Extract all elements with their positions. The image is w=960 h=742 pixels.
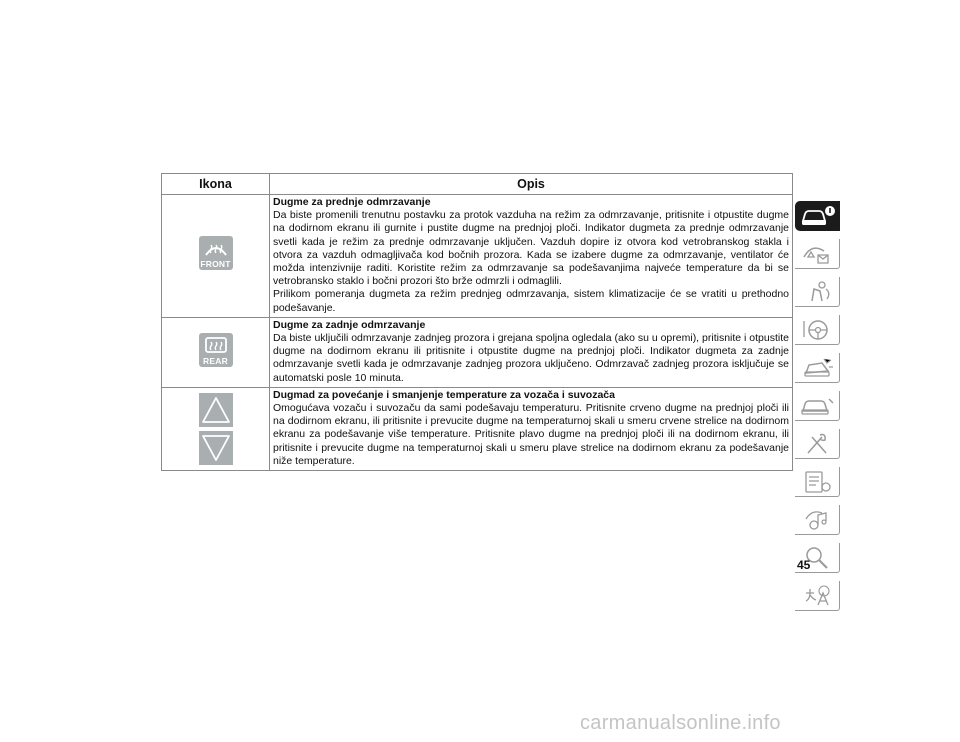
tab-car-service[interactable] (795, 391, 840, 421)
dashboard-warning-icon (800, 241, 836, 267)
multilingual-icon (800, 583, 836, 609)
temperature-down-icon (199, 431, 233, 465)
description-cell (270, 195, 793, 318)
front-label: FRONT (200, 259, 231, 270)
wrench-screwdriver-icon (800, 431, 836, 457)
tab-tools[interactable] (795, 429, 840, 459)
icon-cell (162, 195, 270, 318)
temperature-up-icon (199, 393, 233, 427)
media-music-icon (800, 507, 836, 533)
row-paragraph: Da biste uključili odmrzavanje zadnjeg prozora i grejana spoljna ogledala (ako su u opremi), pritisnite i otpustite dugme na dodirnom ekranu ili pritisnite i otpustite dugme na prednjoj ploči. Indikator dugmeta za zadnje odmrzavanje svetli kada je odmrzavanje zadnjeg prozora uključeno. Odmrzavač zadnjeg prozora isključuje se automatski posle 10 minuta. (273, 332, 789, 384)
seat-airbag-icon (800, 279, 836, 305)
front-defrost-icon (199, 236, 233, 270)
steering-wheel-icon (800, 317, 836, 343)
rear-defrost-icon (199, 333, 233, 367)
car-service-icon (800, 393, 836, 419)
row-title: Dugme za prednje odmrzavanje (273, 196, 431, 208)
car-crash-icon (800, 355, 836, 381)
tab-media-music[interactable] (795, 505, 840, 535)
watermark: carmanualsonline.info (580, 712, 781, 734)
table-row (162, 387, 793, 470)
table-row (162, 317, 793, 387)
tab-document-list[interactable] (795, 467, 840, 497)
rear-label: REAR (203, 355, 228, 366)
icon-description-table (161, 173, 793, 471)
page-number: 45 (797, 558, 811, 572)
row-paragraph: Omogućava vozaču i suvozaču da sami podešavaju temperaturu. Pritisnite crveno dugme na prednjoj ploči ili na dodirnom ekranu, ili pritisnite i prevucite dugme na temperaturnoj skali u smeru crvene strelice na dodirnom ekranu za podešavanje više temperature. Pritisnite plavo dugme na prednjoj ploči ili na dodirnom ekranu, ili pritisnite i prevucite dugme na temperaturnoj skali u smeru plave strelice na dodirnom ekranu za podešavanje niže temperature. (273, 402, 789, 467)
description-cell (270, 317, 793, 387)
tab-dashboard-warning[interactable] (795, 239, 840, 269)
tab-seat-airbag[interactable] (795, 277, 840, 307)
description-cell (270, 387, 793, 470)
icon-cell (162, 387, 270, 470)
tab-car-crash[interactable] (795, 353, 840, 383)
row-title: Dugme za zadnje odmrzavanje (273, 318, 426, 331)
tab-multilingual[interactable] (795, 581, 840, 611)
row-paragraph: Da biste promenili trenutnu postavku za protok vazduha na režim za odmrzavanje, pritisnite i otpustite dugme na dodirnom ekranu ili gurnite i pustite dugme na prednjoj ploči. Indikator dugmeta za prednje odmrzavanje svetli kada je režim za prednje odmrzavanje uključen. Vazduh dopire iz otvora kod vetrobranskog stakla i otvora za vazduh odmagljivača kod bočnih prozora. Kada se izabere dugme za odmrzavanje, ventilator će možda intenzivnije raditi. Koristite režim za odmrzavanje sa podešavanjima najveće temperature da bi se vetrobransko staklo i bočni prozori što brže odmrzli i odmaglili. (273, 209, 789, 288)
tab-steering-wheel[interactable] (795, 315, 840, 345)
icon-column-header: Ikona (162, 174, 270, 195)
tab-car-info[interactable] (795, 201, 840, 231)
document-list-icon (800, 469, 836, 495)
table-row (162, 195, 793, 318)
car-info-icon (800, 203, 836, 229)
row-paragraph: Prilikom pomeranja dugmeta za režim prednjeg odmrzavanja, sistem klimatizacije će se vratiti u prethodno podešavanje. (273, 288, 789, 314)
chapter-tab-index (795, 201, 840, 619)
icon-cell (162, 317, 270, 387)
description-column-header: Opis (270, 174, 793, 195)
row-title: Dugmad za povećanje i smanjenje temperature za vozača i suvozača (273, 388, 615, 401)
table-header-row (162, 174, 793, 195)
